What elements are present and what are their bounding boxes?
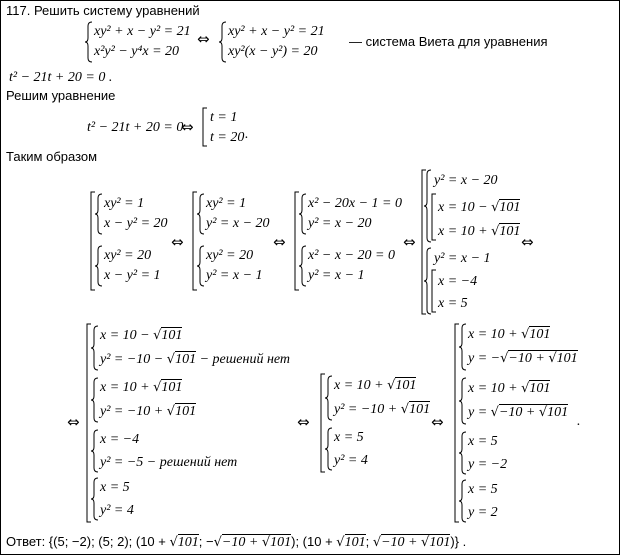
sqrt: √101: [166, 352, 197, 367]
equation: y² = −10 + √101: [100, 404, 197, 419]
equation: x²y² − y⁴x = 20: [94, 44, 180, 59]
sqrt: √−10 + √101: [372, 535, 451, 550]
thus-label: Таким образом: [6, 149, 98, 164]
equation: x = 10 + √101: [468, 381, 551, 396]
text: x = 10 −: [438, 200, 492, 215]
vieta-equation: t² − 21t + 20 = 0 .: [9, 70, 113, 85]
equation: xy² + x − y² = 21: [94, 24, 191, 39]
equation: y = 2: [468, 505, 498, 520]
sqrt: √101: [336, 535, 366, 550]
equation: x² − x − 20 = 0: [308, 248, 395, 263]
sqrt: √−10 + √101: [490, 405, 569, 420]
system-2i: [459, 431, 539, 475]
system-2d: [91, 477, 171, 521]
system-2f: [325, 427, 405, 471]
equiv-arrow: ⇔: [197, 30, 210, 48]
system-2e: [325, 375, 435, 421]
equation: y² = x − 1: [434, 251, 491, 266]
period: .: [577, 414, 581, 429]
equation: x = 10 − √101: [100, 328, 183, 343]
quadratic-equation: t² − 21t + 20 = 0: [87, 120, 184, 135]
equation: x = 5: [438, 296, 468, 311]
answer: Ответ: {(5; −2); (5; 2); (10 + √101; −√−10 + √101); (10 + √101; √−10 + √101)} .: [6, 534, 467, 550]
equation: xy² = 1: [104, 196, 145, 211]
root: t = 1: [210, 110, 238, 125]
root: t = 20: [210, 130, 245, 145]
equiv-arrow: ⇔: [273, 233, 286, 251]
sqrt: √101: [169, 535, 199, 550]
equation: xy² = 20: [206, 248, 254, 263]
equation: xy² + x − y² = 21: [228, 24, 325, 39]
equation: x = 10 + √101: [468, 327, 551, 342]
system-a: [95, 193, 175, 235]
sqrt: √−10 + √101: [213, 535, 292, 550]
equation: y² = x − 1: [206, 268, 263, 283]
sqrt: √101: [491, 224, 521, 239]
system-2b: [91, 377, 241, 423]
equiv-arrow: ⇔: [171, 233, 184, 251]
system-d: [197, 245, 277, 287]
system-2c: [91, 429, 291, 473]
equation: x² − 20x − 1 = 0: [308, 196, 402, 211]
original-system: [85, 21, 235, 63]
system-f: [299, 245, 409, 287]
equation: y = −√−10 + √101: [468, 351, 578, 366]
equation: y² = x − 20: [434, 173, 498, 188]
equation: x = −4: [438, 274, 478, 289]
system-2h: [459, 377, 589, 425]
equation: y² = −5 − решений нет: [100, 455, 238, 470]
system-e: [299, 193, 409, 235]
sqrt: √101: [521, 327, 551, 342]
system-2a: [91, 325, 311, 371]
set-bracket: [430, 269, 438, 313]
sqrt: √101: [166, 404, 197, 419]
sqrt: √101: [521, 381, 551, 396]
set-bracket: [201, 107, 209, 147]
equation: xy² = 1: [206, 196, 247, 211]
problem-header: 117. Решить систему уравнений: [6, 3, 200, 18]
equation: xy² = 20: [104, 248, 152, 263]
text: x = 10 +: [438, 224, 492, 239]
equation: x − y² = 1: [104, 268, 161, 283]
equation: y² = 4: [334, 453, 368, 468]
system-2j: [459, 479, 539, 523]
equation: x = 5: [468, 482, 498, 497]
period: .: [245, 127, 249, 142]
equiv-arrow: ⇔: [431, 413, 444, 431]
set-bracket: [430, 193, 438, 241]
equation: x = 5: [100, 480, 130, 495]
equation: [438, 201, 520, 215]
vieta-text: — система Виета для уравнения: [349, 34, 548, 49]
equation: y² = x − 20: [308, 216, 372, 231]
equation: y = √−10 + √101: [468, 405, 569, 420]
equation: x = 10 + √101: [334, 378, 417, 393]
system-2g: [459, 323, 589, 371]
equation: y = −2: [468, 457, 508, 472]
equation: x = 5: [334, 430, 364, 445]
equation: xy²(x − y²) = 20: [228, 44, 318, 59]
equation: x = 10 + √101: [100, 380, 183, 395]
equation: y² = −10 + √101: [334, 402, 431, 417]
sqrt: √101: [491, 200, 521, 215]
equation: y² = 4: [100, 503, 134, 518]
system-c: [197, 193, 277, 235]
equation: y² = x − 20: [206, 216, 270, 231]
sqrt: √101: [400, 402, 431, 417]
solve-label: Решим уравнение: [6, 88, 116, 103]
equation: x = −4: [100, 432, 140, 447]
sqrt: √101: [153, 380, 183, 395]
sqrt: √−10 + √101: [500, 351, 578, 366]
equiv-arrow: ⇔: [181, 118, 194, 136]
system-b: [95, 245, 175, 287]
transformed-system: [219, 21, 369, 63]
equation: x − y² = 20: [104, 216, 168, 231]
roots-set: [201, 107, 261, 147]
sqrt: √101: [153, 328, 183, 343]
equiv-arrow: ⇔: [521, 233, 534, 251]
equiv-arrow: ⇔: [403, 233, 416, 251]
equiv-arrow: ⇔: [67, 413, 80, 431]
equation: x = 5: [468, 434, 498, 449]
equation: y² = −10 − √101 − решений нет: [100, 352, 291, 367]
sqrt: √101: [387, 378, 417, 393]
equation: [438, 225, 520, 239]
equiv-arrow: ⇔: [297, 413, 310, 431]
equation: y² = x − 1: [308, 268, 365, 283]
